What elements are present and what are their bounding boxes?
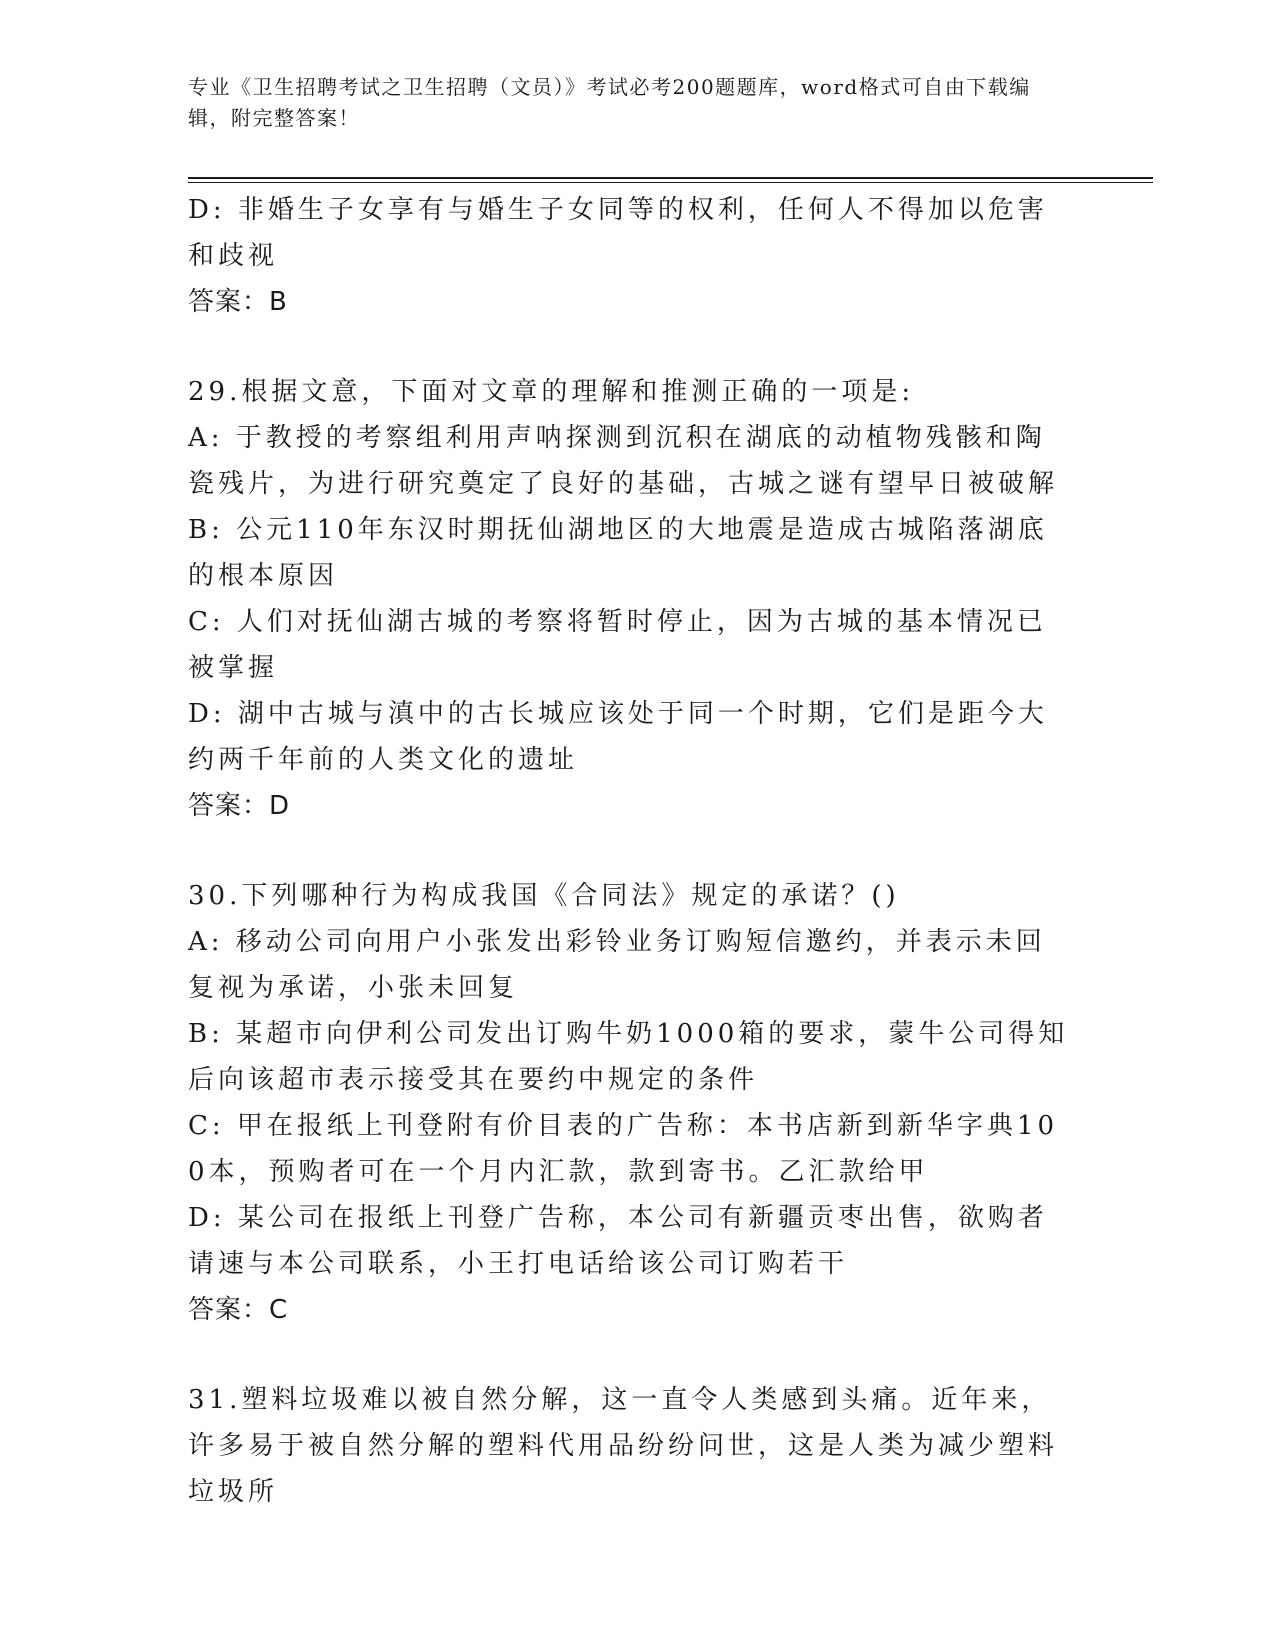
option-text: D: 湖中古城与滇中的古长城应该处于同一个时期，它们是距今大约两千年前的人类文化的遗址 xyxy=(188,699,1048,775)
answer-text: 答案：B xyxy=(188,287,288,317)
document-body xyxy=(188,187,1070,1515)
spacer xyxy=(188,325,1070,369)
option-text: D: 某公司在报纸上刊登广告称，本公司有新疆贡枣出售，欲购者请速与本公司联系，小王打电话给该公司订购若干 xyxy=(188,1203,1048,1279)
question-stem: 30.下列哪种行为构成我国《合同法》规定的承诺？() xyxy=(188,881,900,911)
option-text: C: 甲在报纸上刊登附有价目表的广告称：本书店新到新华字典100本，预购者可在一个月内汇款，款到寄书。乙汇款给甲 xyxy=(188,1111,1059,1187)
answer-text: 答案：D xyxy=(188,791,291,821)
question-block xyxy=(188,187,1070,325)
page-header: 专业《卫生招聘考试之卫生招聘（文员）》考试必考200题题库，word格式可自由下载编辑，附完整答案！ xyxy=(188,75,1031,130)
question-block xyxy=(188,1377,1070,1515)
header-divider-thin xyxy=(188,182,1153,183)
option-text: A: 移动公司向用户小张发出彩铃业务订购短信邀约，并表示未回复视为承诺，小张未回复 xyxy=(188,927,1046,1003)
answer-text: 答案：C xyxy=(188,1295,289,1325)
option-text: C: 人们对抚仙湖古城的考察将暂时停止，因为古城的基本情况已被掌握 xyxy=(188,607,1047,683)
option-text: D: 非婚生子女享有与婚生子女同等的权利，任何人不得加以危害和歧视 xyxy=(188,195,1048,271)
header-divider-thick xyxy=(188,177,1153,179)
option-text: B: 某超市向伊利公司发出订购牛奶1000箱的要求，蒙牛公司得知后向该超市表示接受其在要约中规定的条件 xyxy=(188,1019,1069,1095)
spacer xyxy=(188,1333,1070,1377)
question-block xyxy=(188,369,1070,829)
question-block xyxy=(188,873,1070,1333)
question-stem: 31.塑料垃圾难以被自然分解，这一直令人类感到头痛。近年来，许多易于被自然分解的塑料代用品纷纷问世，这是人类为减少塑料垃圾所 xyxy=(188,1385,1059,1507)
spacer xyxy=(188,829,1070,873)
question-stem: 29.根据文意，下面对文章的理解和推测正确的一项是: xyxy=(188,377,915,407)
option-text: B: 公元110年东汉时期抚仙湖地区的大地震是造成古城陷落湖底的根本原因 xyxy=(188,515,1048,591)
option-text: A: 于教授的考察组利用声呐探测到沉积在湖底的动植物残骸和陶瓷残片，为进行研究奠定了良好的基础，古城之谜有望早日被破解 xyxy=(188,423,1059,499)
